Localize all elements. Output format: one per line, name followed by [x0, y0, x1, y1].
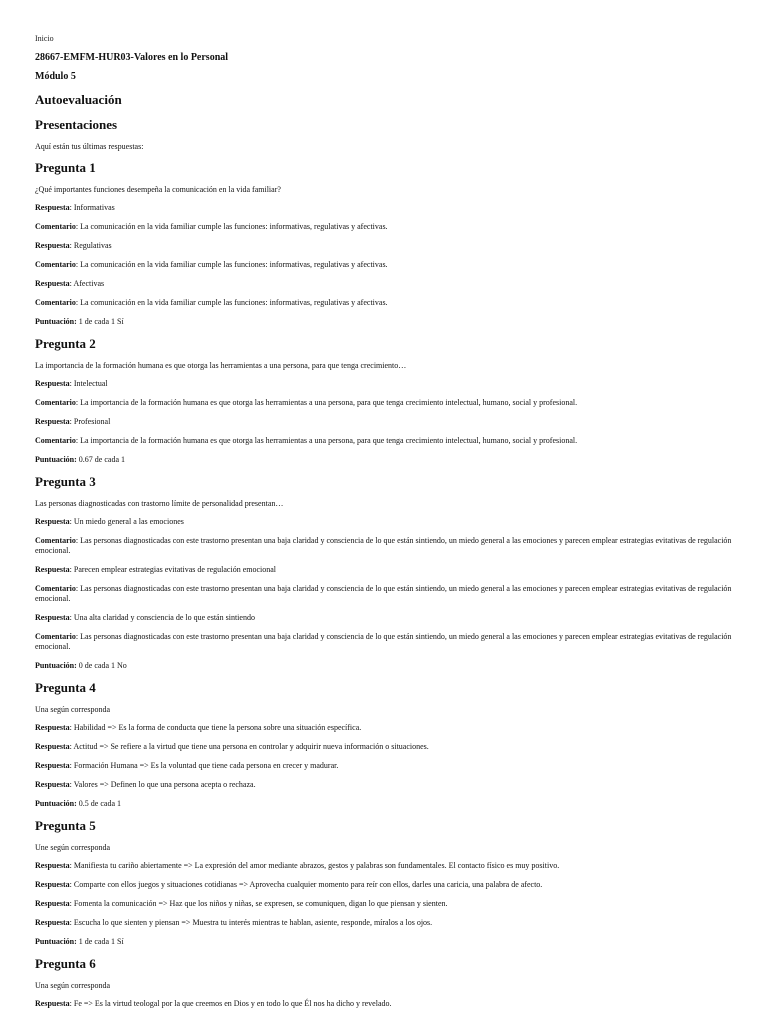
course-title: 28667-EMFM-HUR03-Valores en lo Personal [35, 52, 229, 63]
answer-label: Respuesta [35, 999, 70, 1008]
comment-line [35, 436, 736, 446]
score-line [35, 317, 736, 326]
score-value: 0.67 de cada 1 [76, 455, 125, 464]
answer-label: Respuesta [35, 613, 70, 622]
questions-list [35, 160, 736, 1009]
score-line [35, 661, 736, 670]
score-label: Puntuación: [35, 937, 77, 946]
question-title: Pregunta 2 [35, 336, 96, 351]
answer-text: : Fe => Es la virtud teologal por la que creemos en Dios y en todo lo que Él nos ha dicho y revelado. [69, 999, 392, 1008]
score-value: 1 de cada 1 Sí [76, 317, 124, 326]
answer-text: : Afectivas [69, 279, 105, 288]
comment-text: : Las personas diagnosticadas con este trastorno presentan una baja claridad y consciencia de lo que están sintiendo, un miedo general a las emociones y parecen emplear estrategias evitativas de regulación emocional. [35, 584, 732, 603]
comment-text: : La comunicación en la vida familiar cumple las funciones: informativas, regulativas y afectivas. [75, 260, 388, 269]
question-block [35, 474, 736, 670]
score-value: 0.5 de cada 1 [76, 799, 121, 808]
answer-text: : Actitud => Se refiere a la virtud que tiene una persona en controlar y adquirir nueva información o situaciones. [69, 742, 429, 751]
comment-line [35, 260, 736, 270]
answer-line [35, 999, 736, 1009]
question-text: Una según corresponda [35, 981, 111, 990]
answer-line [35, 279, 736, 289]
question-block [35, 336, 736, 464]
comment-line [35, 398, 736, 408]
score-label: Puntuación: [35, 455, 77, 464]
answer-label: Respuesta [35, 880, 70, 889]
comment-label: Comentario [35, 436, 76, 445]
answer-text: : Regulativas [69, 241, 112, 250]
answer-text: : Formación Humana => Es la voluntad que tiene cada persona en crecer y madurar. [69, 761, 339, 770]
answer-label: Respuesta [35, 899, 70, 908]
question-block [35, 680, 736, 808]
question-title: Pregunta 5 [35, 818, 96, 833]
answer-label: Respuesta [35, 279, 70, 288]
score-line [35, 799, 736, 808]
answer-text: : Parecen emplear estrategias evitativas de regulación emocional [69, 565, 277, 574]
score-line [35, 937, 736, 946]
answer-label: Respuesta [35, 241, 70, 250]
answer-line [35, 742, 736, 752]
comment-text: : La comunicación en la vida familiar cumple las funciones: informativas, regulativas y afectivas. [75, 222, 388, 231]
answer-line [35, 880, 736, 890]
answer-text: : Una alta claridad y consciencia de lo que están sintiendo [69, 613, 255, 622]
answer-label: Respuesta [35, 861, 70, 870]
answer-label: Respuesta [35, 203, 70, 212]
answer-text: : Un miedo general a las emociones [69, 517, 184, 526]
answer-text: : Habilidad => Es la forma de conducta que tiene la persona sobre una situación específica. [69, 723, 362, 732]
question-title: Pregunta 1 [35, 160, 96, 175]
score-line [35, 455, 736, 464]
breadcrumb[interactable]: Inicio [35, 34, 54, 43]
answer-line [35, 565, 736, 575]
question-text: La importancia de la formación humana es que otorga las herramientas a una persona, para que tenga crecimiento… [35, 361, 407, 370]
answer-line [35, 417, 736, 427]
comment-label: Comentario [35, 298, 76, 307]
score-value: 0 de cada 1 No [76, 661, 127, 670]
question-text: ¿Qué importantes funciones desempeña la comunicación en la vida familiar? [35, 185, 281, 194]
answer-line [35, 761, 736, 771]
comment-text: : Las personas diagnosticadas con este trastorno presentan una baja claridad y consciencia de lo que están sintiendo, un miedo general a las emociones y parecen emplear estrategias evitativas de regulación emocional. [35, 632, 732, 651]
answer-text: : Informativas [69, 203, 115, 212]
answer-line [35, 780, 736, 790]
answer-label: Respuesta [35, 517, 70, 526]
score-value: 1 de cada 1 Sí [76, 937, 124, 946]
answer-label: Respuesta [35, 742, 70, 751]
answer-line [35, 203, 736, 213]
section-heading: Presentaciones [35, 117, 118, 132]
answer-line [35, 723, 736, 733]
answer-label: Respuesta [35, 780, 70, 789]
page-heading: Autoevaluación [35, 92, 122, 107]
question-title: Pregunta 4 [35, 680, 96, 695]
comment-line [35, 584, 736, 604]
intro-text: Aquí están tus últimas respuestas: [35, 142, 144, 151]
comment-label: Comentario [35, 398, 76, 407]
comment-text: : La importancia de la formación humana es que otorga las herramientas a una persona, para que tenga crecimiento intelectual, humano, social y profesional. [75, 436, 578, 445]
answer-label: Respuesta [35, 379, 70, 388]
answer-text: : Manifiesta tu cariño abiertamente => La expresión del amor mediante abrazos, gestos y palabras son fundamentales. El contacto físico es muy positivo. [69, 861, 560, 870]
question-title: Pregunta 3 [35, 474, 96, 489]
answer-text: : Escucha lo que sienten y piensan => Muestra tu interés mientras te hablan, asiente, responde, míralos a los ojos. [69, 918, 433, 927]
question-text: Una según corresponda [35, 705, 111, 714]
question-block [35, 818, 736, 946]
comment-text: : Las personas diagnosticadas con este trastorno presentan una baja claridad y consciencia de lo que están sintiendo, un miedo general a las emociones y parecen emplear estrategias evitativas de regulación emocional. [35, 536, 732, 555]
comment-text: : La importancia de la formación humana es que otorga las herramientas a una persona, para que tenga crecimiento intelectual, humano, social y profesional. [75, 398, 578, 407]
answer-line [35, 899, 736, 909]
comment-label: Comentario [35, 536, 76, 545]
answer-text: : Fomenta la comunicación => Haz que los niños y niñas, se expresen, se comuniquen, digan lo que piensan y sienten. [69, 899, 448, 908]
question-block [35, 160, 736, 326]
comment-label: Comentario [35, 632, 76, 641]
answer-text: : Valores => Definen lo que una persona acepta o rechaza. [69, 780, 256, 789]
score-label: Puntuación: [35, 317, 77, 326]
answer-label: Respuesta [35, 417, 70, 426]
question-text: Une según corresponda [35, 843, 111, 852]
comment-label: Comentario [35, 222, 76, 231]
comment-text: : La comunicación en la vida familiar cumple las funciones: informativas, regulativas y afectivas. [75, 298, 388, 307]
answer-line [35, 918, 736, 928]
question-text: Las personas diagnosticadas con trastorno límite de personalidad presentan… [35, 499, 284, 508]
answer-line [35, 613, 736, 623]
comment-line [35, 536, 736, 556]
answer-line [35, 861, 736, 871]
module-title: Módulo 5 [35, 71, 76, 82]
answer-label: Respuesta [35, 723, 70, 732]
score-label: Puntuación: [35, 799, 77, 808]
comment-line [35, 632, 736, 652]
comment-line [35, 298, 736, 308]
comment-line [35, 222, 736, 232]
question-title: Pregunta 6 [35, 956, 96, 971]
comment-label: Comentario [35, 584, 76, 593]
answer-label: Respuesta [35, 918, 70, 927]
answer-text: : Profesional [69, 417, 111, 426]
answer-text: : Comparte con ellos juegos y situaciones cotidianas => Aprovecha cualquier momento para reír con ellos, darles una caricia, una palabra de afecto. [69, 880, 543, 889]
answer-text: : Intelectual [69, 379, 108, 388]
comment-label: Comentario [35, 260, 76, 269]
answer-label: Respuesta [35, 761, 70, 770]
answer-line [35, 379, 736, 389]
answer-label: Respuesta [35, 565, 70, 574]
question-block [35, 956, 736, 1009]
answer-line [35, 241, 736, 251]
score-label: Puntuación: [35, 661, 77, 670]
answer-line [35, 517, 736, 527]
